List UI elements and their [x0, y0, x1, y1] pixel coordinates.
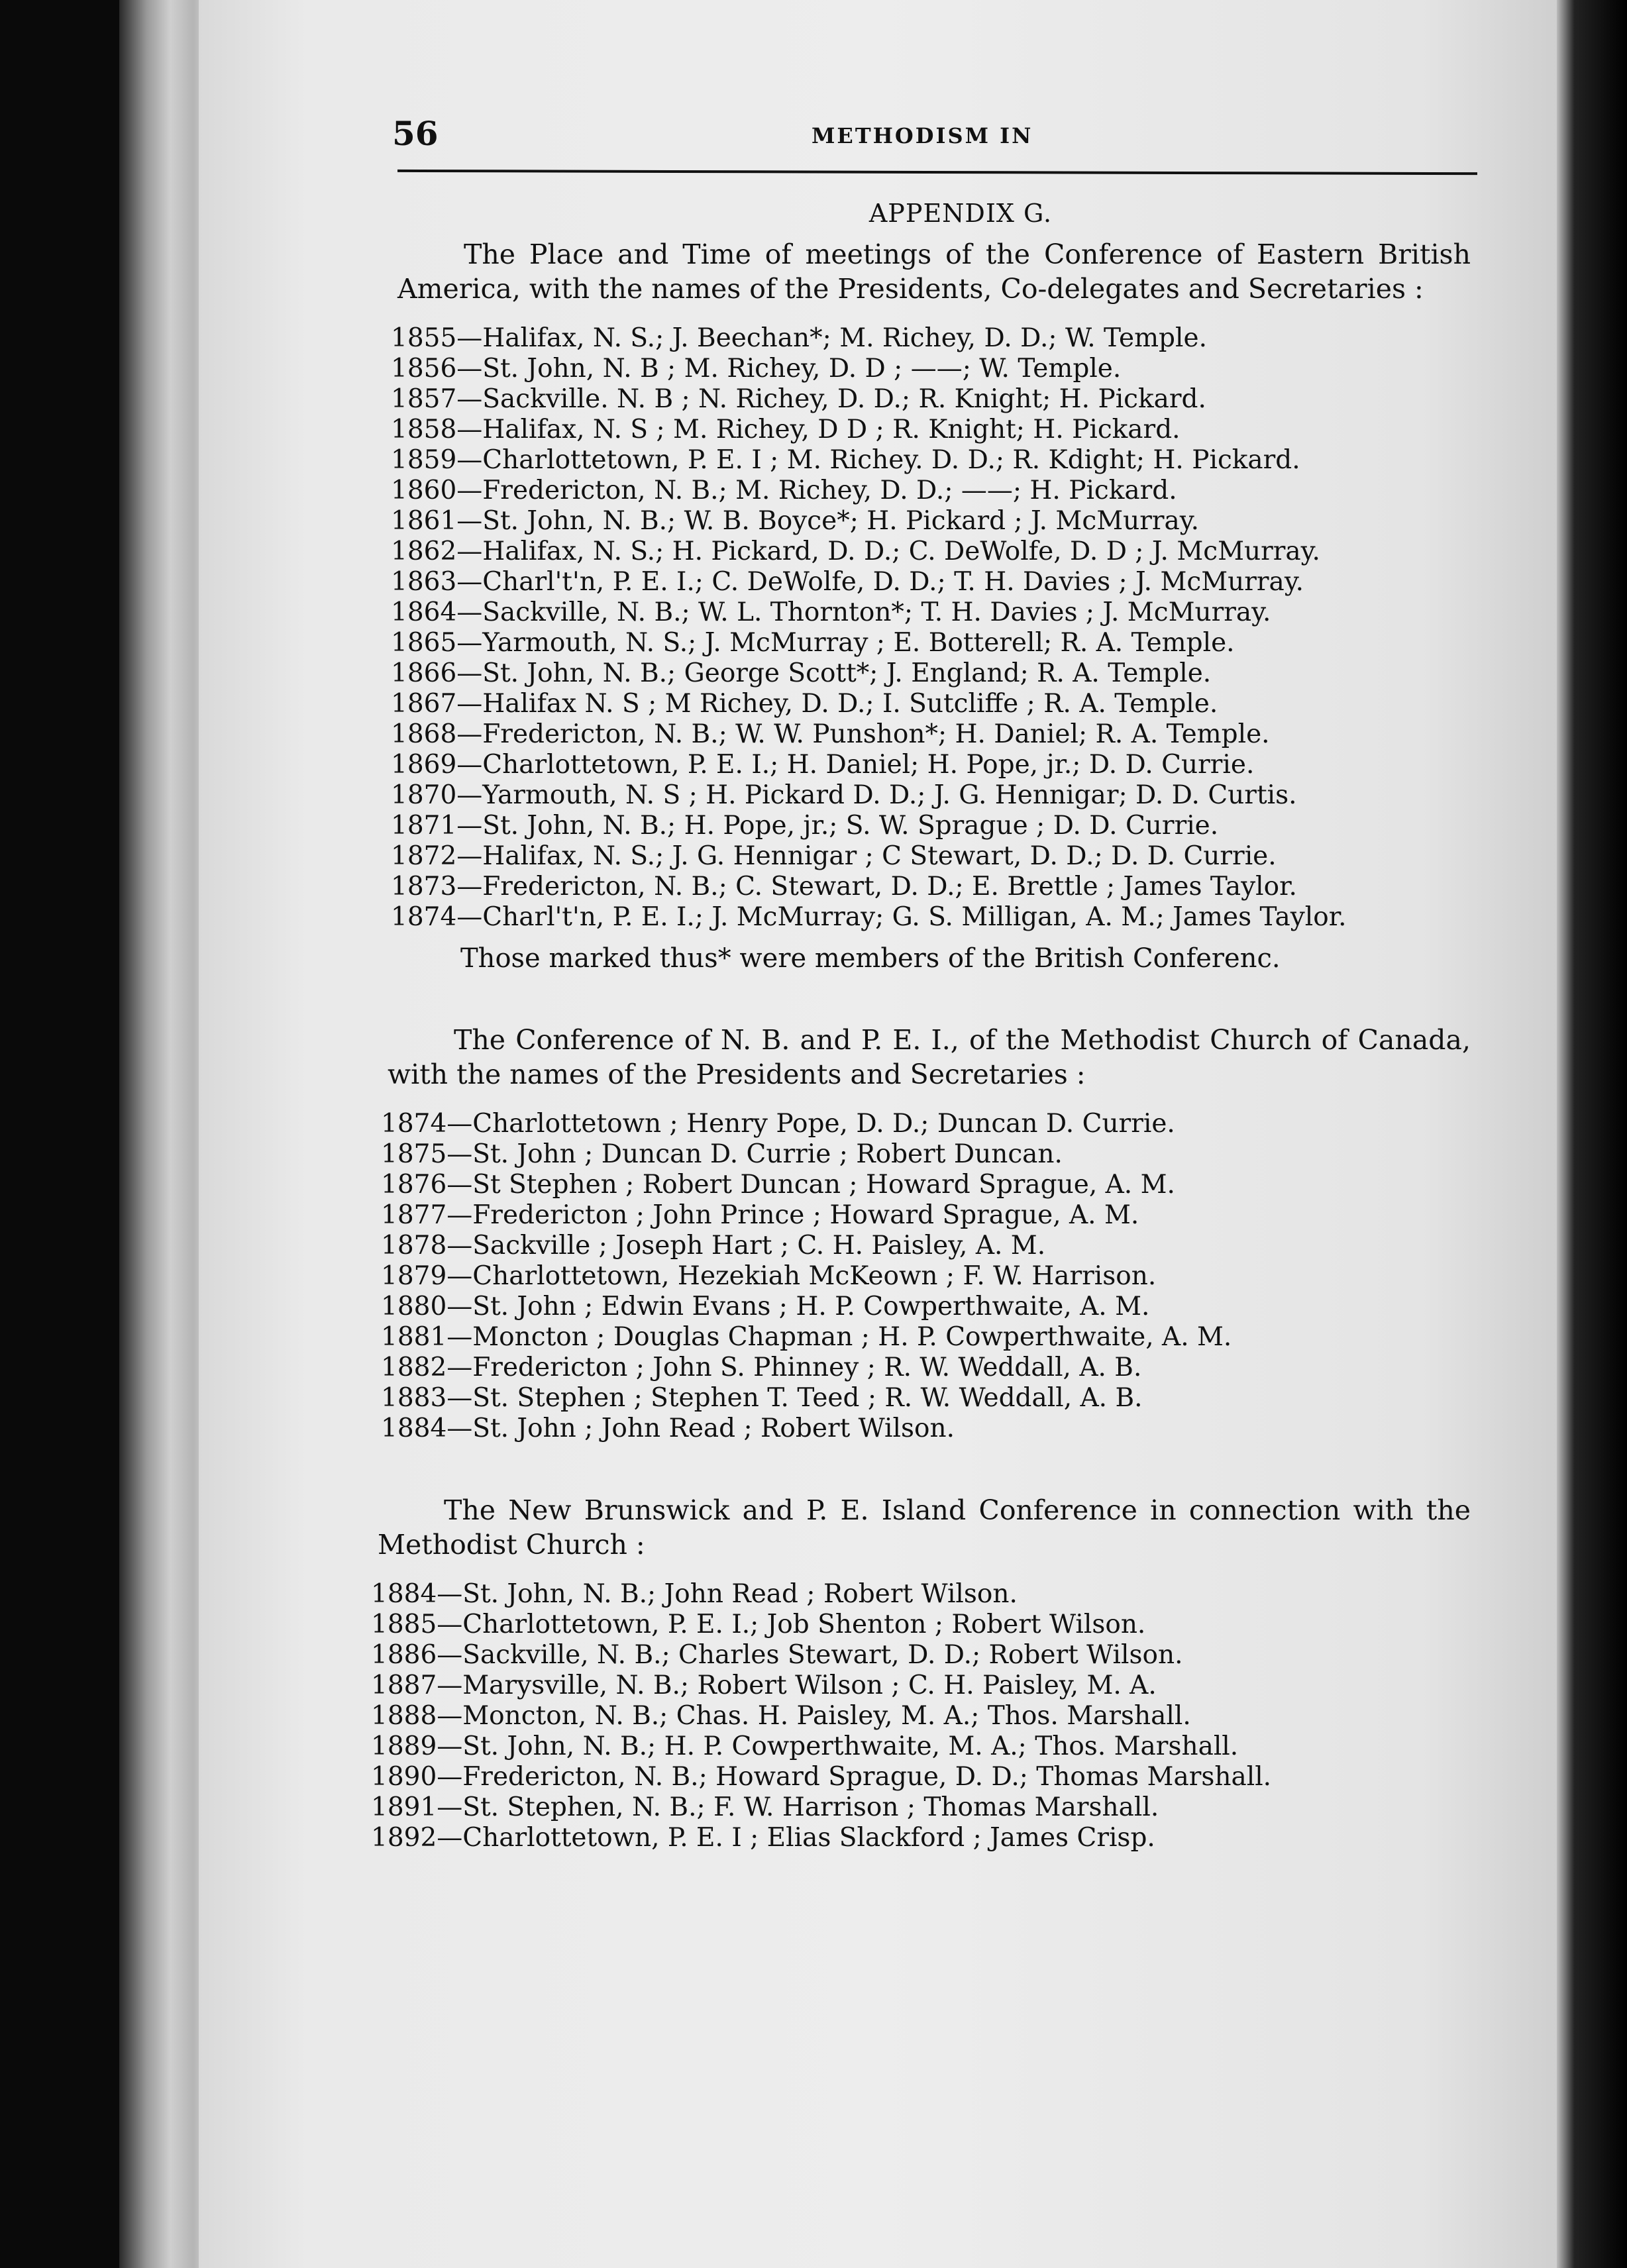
- section-methodist-church-of-canada: [361, 1023, 1471, 1444]
- list-item: 1861—St. John, N. B.; W. B. Boyce*; H. Pickard ; J. McMurray.: [391, 506, 1200, 536]
- list-item: 1867—Halifax N. S ; M Richey, D. D.; I. Sutcliffe ; R. A. Temple.: [391, 689, 1218, 719]
- section-intro: The Place and Time of meetings of the Conference of Eastern British America, with the names of the Presidents, Co-delegates and Secretaries :: [397, 238, 1471, 305]
- list-item: 1889—St. John, N. B.; H. P. Cowperthwaite, M. A.; Thos. Marshall.: [371, 1731, 1239, 1761]
- page-number: 56: [392, 114, 439, 153]
- list-item: 1890—Fredericton, N. B.; Howard Sprague, D. D.; Thomas Marshall.: [371, 1762, 1272, 1792]
- page-content: [371, 99, 1471, 1853]
- list-item: 1869—Charlottetown, P. E. I.; H. Daniel; H. Pope, jr.; D. D. Currie.: [391, 750, 1255, 780]
- list-item: 1884—St. John, N. B.; John Read ; Robert Wilson.: [371, 1579, 1018, 1609]
- list-item: 1856—St. John, N. B ; M. Richey, D. D ; ——; W. Temple.: [391, 354, 1122, 384]
- list-item: 1855—Halifax, N. S.; J. Beechan*; M. Richey, D. D.; W. Temple.: [391, 323, 1207, 353]
- section-nb-pei-conference: [351, 1493, 1471, 1853]
- section-intro: The Conference of N. B. and P. E. I., of the Methodist Church of Canada, with the names of the Presidents and Secretaries :: [388, 1024, 1471, 1090]
- list-item: 1871—St. John, N. B.; H. Pope, jr.; S. W. Sprague ; D. D. Currie.: [391, 811, 1219, 841]
- list-item: 1868—Fredericton, N. B.; W. W. Punshon*; H. Daniel; R. A. Temple.: [391, 719, 1270, 749]
- list-item: 1870—Yarmouth, N. S ; H. Pickard D. D.; J. G. Hennigar; D. D. Curtis.: [391, 780, 1297, 810]
- list-item: 1879—Charlottetown, Hezekiah McKeown ; F. W. Harrison.: [381, 1261, 1157, 1291]
- list-item: 1857—Sackville. N. B ; N. Richey, D. D.; R. Knight; H. Pickard.: [391, 384, 1206, 414]
- list-item: 1886—Sackville, N. B.; Charles Stewart, D. D.; Robert Wilson.: [371, 1640, 1183, 1670]
- conference-list: [381, 1109, 1471, 1444]
- list-item: 1864—Sackville, N. B.; W. L. Thornton*; T. H. Davies ; J. McMurray.: [391, 597, 1271, 627]
- list-item: 1884—St. John ; John Read ; Robert Wilson.: [381, 1414, 955, 1443]
- book-gutter-shadow: [1557, 0, 1627, 2268]
- list-item: 1859—Charlottetown, P. E. I ; M. Richey. D. D.; R. Kdight; H. Pickard.: [391, 445, 1300, 475]
- list-item: 1873—Fredericton, N. B.; C. Stewart, D. D.; E. Brettle ; James Taylor.: [391, 872, 1297, 902]
- list-item: 1883—St. Stephen ; Stephen T. Teed ; R. W. Weddall, A. B.: [381, 1383, 1143, 1413]
- list-item: 1872—Halifax, N. S.; J. G. Hennigar ; C Stewart, D. D.; D. D. Currie.: [391, 841, 1277, 871]
- list-item: 1881—Moncton ; Douglas Chapman ; H. P. Cowperthwaite, A. M.: [381, 1322, 1232, 1352]
- section-spacer: [371, 1444, 1471, 1484]
- footnote: Those marked thus* were members of the British Conferenc.: [460, 943, 1281, 974]
- section-intro: The New Brunswick and P. E. Island Conference in connection with the Methodist Church :: [378, 1494, 1471, 1561]
- list-item: 1860—Fredericton, N. B.; M. Richey, D. D.; ——; H. Pickard.: [391, 476, 1177, 505]
- list-item: 1882—Fredericton ; John S. Phinney ; R. W. Weddall, A. B.: [381, 1353, 1142, 1382]
- list-item: 1876—St Stephen ; Robert Duncan ; Howard Sprague, A. M.: [381, 1170, 1175, 1200]
- list-item: 1892—Charlottetown, P. E. I ; Elias Slackford ; James Crisp.: [371, 1823, 1155, 1853]
- list-item: 1863—Charl't'n, P. E. I.; C. DeWolfe, D. D.; T. H. Davies ; J. McMurray.: [391, 567, 1304, 597]
- list-item: 1874—Charl't'n, P. E. I.; J. McMurray; G. S. Milligan, A. M.; James Taylor.: [391, 902, 1347, 932]
- section-spacer: [371, 974, 1471, 1013]
- header-rule: [397, 170, 1477, 175]
- list-item: 1862—Halifax, N. S.; H. Pickard, D. D.; C. DeWolfe, D. D ; J. McMurray.: [391, 537, 1320, 566]
- list-item: 1888—Moncton, N. B.; Chas. H. Paisley, M. A.; Thos. Marshall.: [371, 1701, 1191, 1731]
- list-item: 1880—St. John ; Edwin Evans ; H. P. Cowperthwaite, A. M.: [381, 1292, 1150, 1321]
- list-item: 1865—Yarmouth, N. S.; J. McMurray ; E. Botterell; R. A. Temple.: [391, 628, 1235, 658]
- section-eastern-british-america: [371, 237, 1471, 974]
- appendix-title: APPENDIX G.: [868, 199, 1053, 228]
- list-item: 1891—St. Stephen, N. B.; F. W. Harrison ; Thomas Marshall.: [371, 1792, 1159, 1822]
- list-item: 1887—Marysville, N. B.; Robert Wilson ; C. H. Paisley, M. A.: [371, 1671, 1157, 1700]
- list-item: 1885—Charlottetown, P. E. I.; Job Shenton ; Robert Wilson.: [371, 1610, 1146, 1639]
- page-header: [371, 99, 1471, 172]
- list-item: 1874—Charlottetown ; Henry Pope, D. D.; Duncan D. Currie.: [381, 1109, 1175, 1139]
- list-item: 1878—Sackville ; Joseph Hart ; C. H. Paisley, A. M.: [381, 1231, 1046, 1261]
- list-item: 1866—St. John, N. B.; George Scott*; J. England; R. A. Temple.: [391, 658, 1212, 688]
- running-head: METHODISM IN: [812, 123, 1033, 148]
- book-page-edges: [119, 0, 212, 2268]
- list-item: 1877—Fredericton ; John Prince ; Howard Sprague, A. M.: [381, 1200, 1139, 1230]
- conference-list: [391, 323, 1471, 933]
- conference-list: [371, 1579, 1471, 1853]
- list-item: 1875—St. John ; Duncan D. Currie ; Robert Duncan.: [381, 1139, 1063, 1169]
- list-item: 1858—Halifax, N. S ; M. Richey, D D ; R. Knight; H. Pickard.: [391, 415, 1181, 444]
